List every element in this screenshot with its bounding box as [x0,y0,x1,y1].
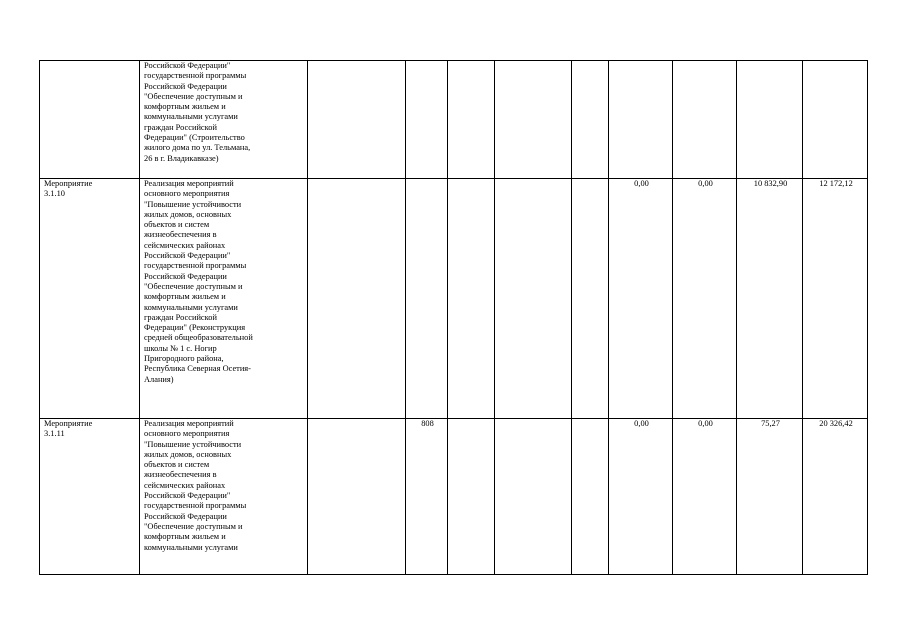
row-label-cell [40,61,140,179]
row-description-cell: Российской Федерации" государственной программы Российской Федерации "Обеспечение доступным и комфортным жильем и коммунальными услугами граждан Российской Федерации" (Строительство жилого дома по ул. Тельмана, 26 в г. Владикавказе) [140,61,308,179]
value-cell [737,61,803,179]
code-cell [448,61,495,179]
code-cell [572,179,609,419]
value-cell: 0,00 [609,179,673,419]
value-cell: 0,00 [673,419,737,575]
budget-table [39,60,868,575]
code-cell [495,179,572,419]
value-cell: 75,27 [737,419,803,575]
code-cell [308,61,406,179]
value-cell: 10 832,90 [737,179,803,419]
value-cell: 12 172,12 [803,179,868,419]
code-cell [308,179,406,419]
value-cell: 0,00 [609,419,673,575]
table-row [40,179,868,419]
code-cell [448,419,495,575]
code-cell [406,179,448,419]
value-cell: 20 326,42 [803,419,868,575]
value-cell [803,61,868,179]
value-cell: 0,00 [673,179,737,419]
table-row [40,419,868,575]
table-row [40,61,868,179]
code-cell [572,419,609,575]
row-description-cell: Реализация мероприятий основного мероприятия "Повышение устойчивости жилых домов, основных объектов и систем жизнеобеспечения в сейсмических районах Российской Федерации" государственной программы Российской Федерации "Обеспечение доступным и комфортным жильем и коммунальными услугами [140,419,308,575]
code-cell [308,419,406,575]
code-cell [572,61,609,179]
value-cell [673,61,737,179]
row-description-cell: Реализация мероприятий основного мероприятия "Повышение устойчивости жилых домов, основных объектов и систем жизнеобеспечения в сейсмических районах Российской Федерации" государственной программы Российской Федерации "Обеспечение доступным и комфортным жильем и коммунальными услугами граждан Российской Федерации" (Реконструкция средней общеобразовательной школы № 1 с. Ногир Пригородного района, Республика Северная Осетия- Алания) [140,179,308,419]
code-cell [448,179,495,419]
code-cell [406,61,448,179]
code-cell [495,419,572,575]
row-label-cell: Мероприятие 3.1.11 [40,419,140,575]
value-cell [609,61,673,179]
code-cell [495,61,572,179]
code-cell: 808 [406,419,448,575]
row-label-cell: Мероприятие 3.1.10 [40,179,140,419]
